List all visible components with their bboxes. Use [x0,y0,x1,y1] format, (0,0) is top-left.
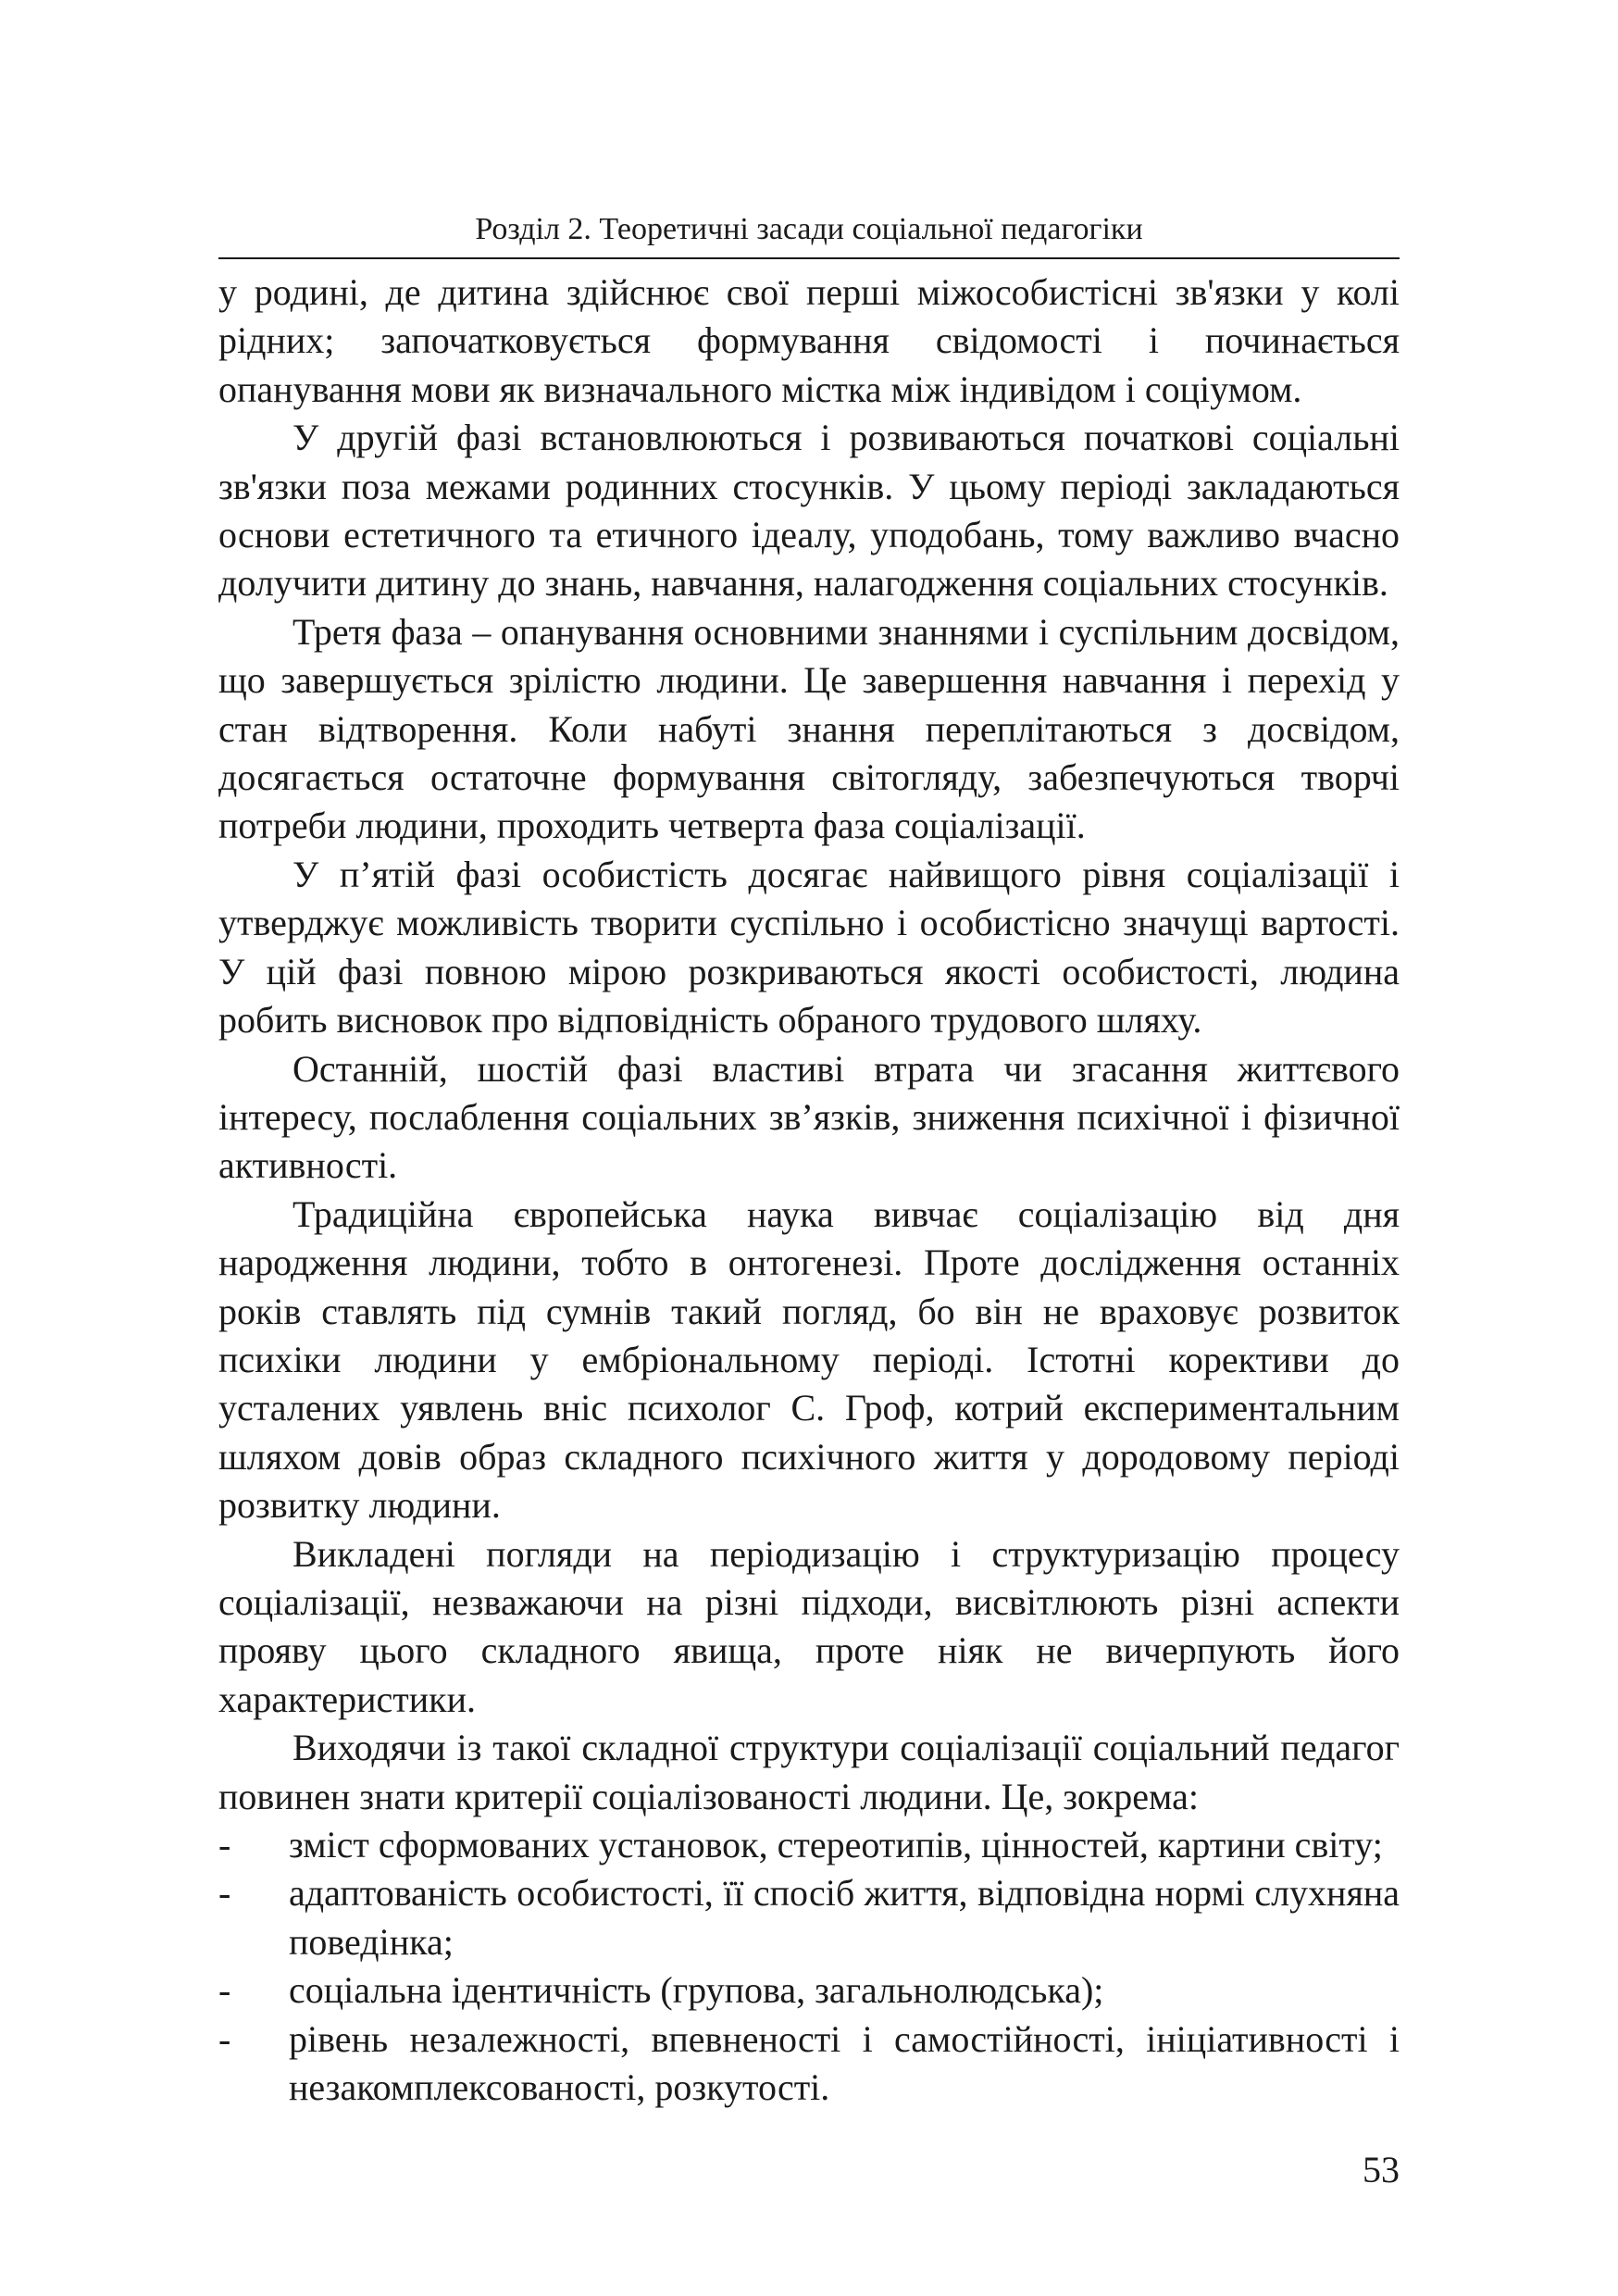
list-item [218,1966,1400,2015]
list-item [218,2015,1400,2113]
criteria-list [218,1821,1400,2112]
paragraph-third-phase: Третя фаза – опанування основними знаннями і суспільним досвідом, що завершується зрілістю людини. Це завершення навчання і перехід у стан відтворення. Коли набуті знання переплітаються з досвідом, досягається остаточне формування світогляду, забезпечуються творчі потреби людини, проходить четверта фаза соціалізації. [218,610,1400,847]
paragraph-second-phase: У другій фазі встановлюються і розвиваються початкові соціальні зв'язки поза межами родинних стосунків. У цьому періоді закладаються основи естетичного та етичного ідеалу, уподобань, тому важливо вчасно долучити дитину до знань, навчання, налагодження соціальних стосунків. [218,417,1400,605]
running-header: Розділ 2. Теоретичні засади соціальної педагогіки [218,209,1400,259]
paragraph-fifth-phase: У п’ятій фазі особистість досягає найвищого рівня соціалізації і утверджує можливість творити суспільно і особистісно значущі вартості. У цій фазі повною мірою розкриваються якості особистості, людина робить висновок про відповідність обраного трудового шляху. [218,853,1400,1042]
page-number: 53 [1363,2149,1400,2190]
body-text [218,268,1400,2112]
list-item-text: зміст сформованих установок, стереотипів, цінностей, картини світу; [289,1824,1383,1866]
paragraph-periodization: Викладені погляди на періодизацію і структуризацію процесу соціалізації, незважаючи на різні підходи, висвітлюють різні аспекти прояву цього складного явища, проте ніяк не вичерпують його характеристики. [218,1532,1400,1720]
list-item-text: соціальна ідентичність (групова, загальнолюдська); [289,1969,1104,2012]
paragraph-sixth-phase: Останній, шостій фазі властиві втрата чи згасання життєвого інтересу, послаблення соціальних зв’язків, зниження психічної і фізичної активності. [218,1047,1400,1187]
list-dash: - [218,1872,231,1915]
list-item [218,1869,1400,1966]
list-dash: - [218,1824,231,1866]
list-dash: - [218,2017,231,2060]
paragraph-continuation: у родині, де дитина здійснює свої перші міжособистісні зв'язки у колі рідних; започатковується формування свідомості і починається опанування мови як визначального містка між індивідом і соціумом. [218,271,1400,410]
paragraph-criteria-intro: Виходячи із такої складної структури соціалізації соціальний педагог повинен знати критерії соціалізованості людини. Це, зокрема: [218,1727,1400,1817]
paragraph-european-science: Традиційна європейська наука вивчає соціалізацію від дня народження людини, тобто в онтогенезі. Проте дослідження останніх років ставлять під сумнів такий погляд, бо він не враховує розвиток психіки людини у ембріональному періоді. Істотні корективи до усталених уявлень вніс психолог С. Гроф, котрий експериментальним шляхом довів образ складного психічного життя у дородовому періоді розвитку людини. [218,1192,1400,1527]
list-item-text: рівень незалежності, впевненості і самостійності, ініціативності і незакомплексованості, розкутості. [289,2017,1400,2109]
list-item-text: адаптованість особистості, її спосіб життя, відповідна нормі слухняна поведінка; [289,1872,1400,1963]
list-dash: - [218,1969,231,2012]
list-item [218,1821,1400,1869]
